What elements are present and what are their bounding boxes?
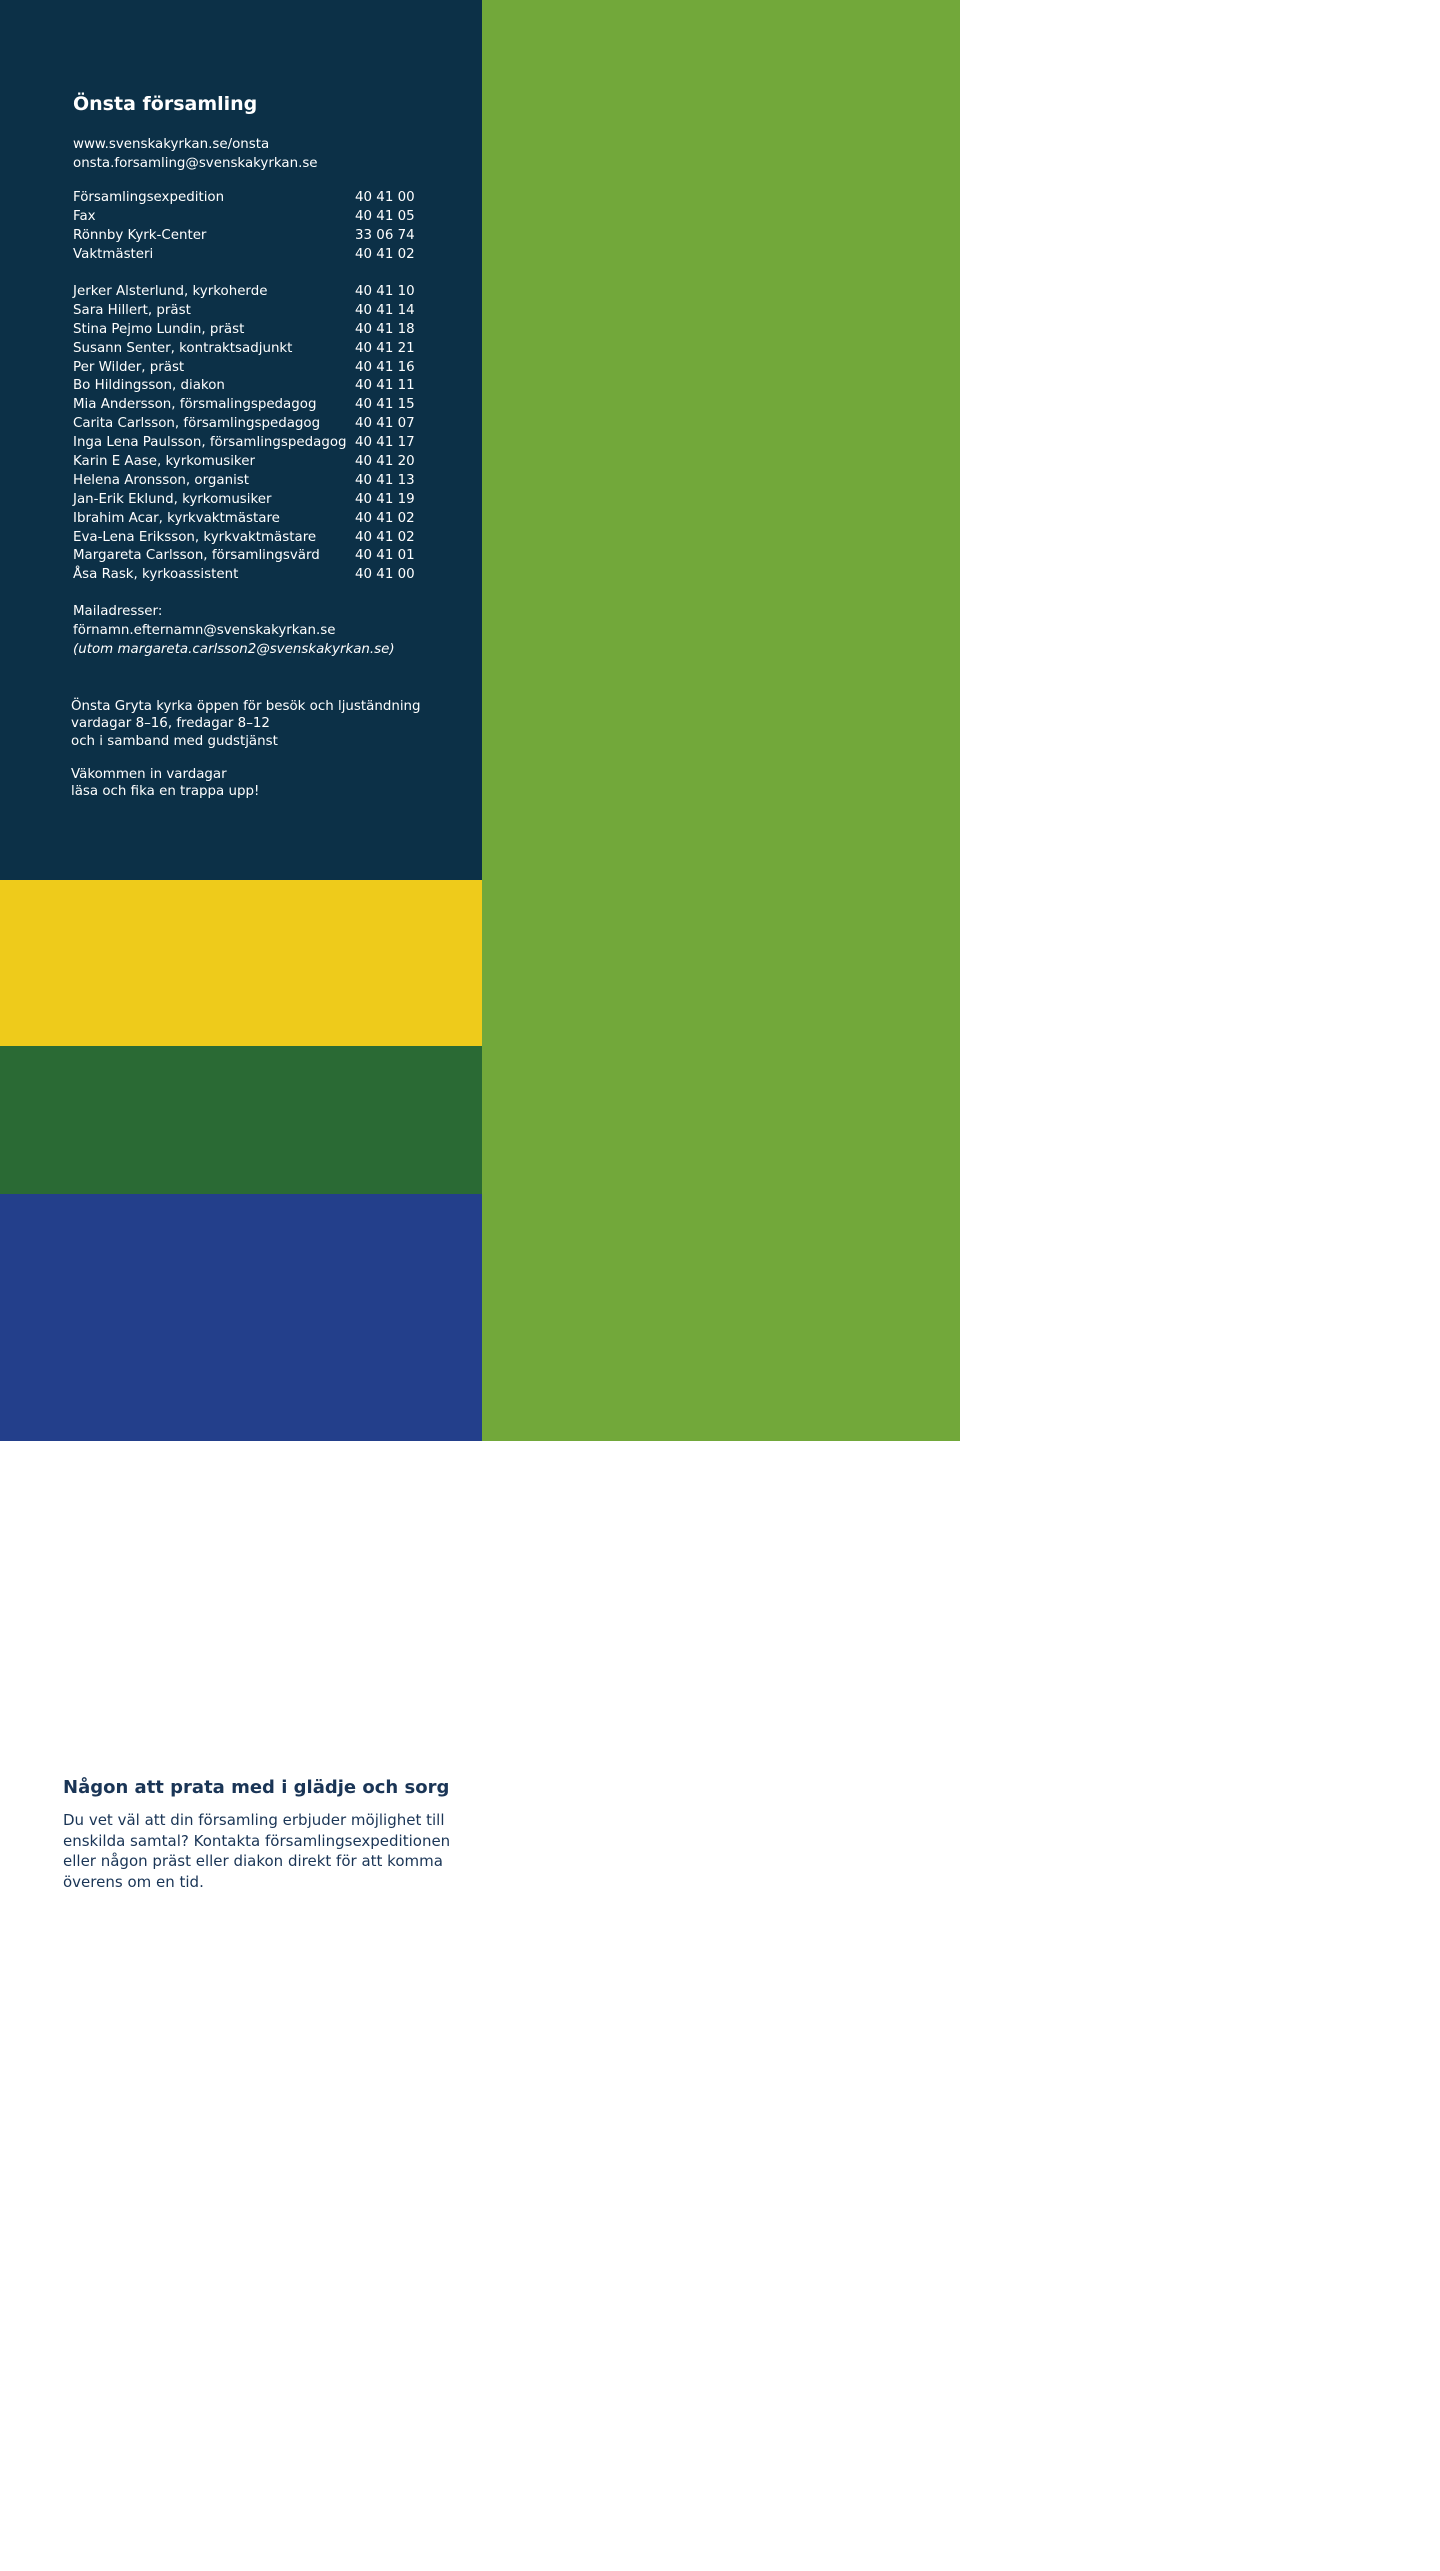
website-link[interactable]: www.svenskakyrkan.se/onsta	[73, 137, 270, 152]
parish-info-panel	[0, 0, 482, 880]
article-body	[996, 148, 1440, 1378]
phone-row	[73, 322, 433, 341]
contact-name: Jan-Erik Eklund, kyrkomusiker	[73, 491, 272, 507]
phone-number[interactable]: 40 41 16	[355, 359, 415, 375]
mail-block	[73, 603, 395, 659]
contact-name: Susann Senter, kontraktsadjunkt	[73, 340, 293, 356]
contact-name: Helena Aronsson, organist	[73, 472, 250, 488]
phone-row	[73, 247, 433, 266]
phone-number[interactable]: 40 41 00	[355, 190, 415, 205]
phone-row	[73, 190, 433, 209]
contact-block	[73, 136, 318, 174]
baptism-body: Önsta församling erbjuder generösa doptider. I hemmet eller i någon av våra kyrkor. På helgerna finns det särskilda doptider. Även under vardagarna finns det möjlighet att döpas. Kontakta församlingsexpeditionen för mer information.	[63, 2469, 453, 2570]
phone-number[interactable]: 40 41 10	[355, 284, 415, 299]
contact-name: Ibrahim Acar, kyrkvaktmästare	[73, 510, 280, 526]
contact-name: Per Wilder, präst	[73, 359, 185, 375]
contact-name: Mia Andersson, försmalingspedagog	[73, 397, 317, 413]
phone-row	[73, 397, 433, 416]
phone-number[interactable]: 40 41 19	[355, 491, 415, 507]
article-paragraph	[996, 148, 1440, 374]
left-column	[0, 0, 482, 2570]
phone-row	[73, 567, 433, 586]
paragraph-spacer	[996, 1071, 1440, 1092]
talk-panel	[0, 880, 482, 1891]
contact-name: Fax	[73, 208, 96, 224]
baptism-title	[63, 2410, 276, 2460]
article-title	[996, 66, 1436, 128]
office-phone-list	[73, 190, 433, 266]
talk-title: Någon att prata med i glädje och sorg	[63, 1777, 450, 1798]
article-text: Jag tycker om utveckling och förändring, men det kan bli för mycket. Man skulle till och med kunna säga att det är mer miljövänligt att sitta i en vilstol med en paraplydrink och vara nöjd, än att ständigt känna bristen som gör att jag vill ändra och förnya allt hela tiden. Jag vill inte förbli sittande i ”nöjdhetens vilstol” men jag vill lyfta ”nöjdheten” som en motkraft till all ”utveckling” som bara leder till rastlöshet.	[996, 1174, 1439, 1356]
mail-label: Mailadresser:	[73, 604, 163, 619]
contact-name: Inga Lena Paulsson, församlingspedagog	[73, 435, 347, 451]
phone-row	[73, 209, 433, 228]
phone-number[interactable]: 40 41 07	[355, 416, 415, 432]
contact-name: Karin E Aase, kyrkomusiker	[73, 454, 255, 470]
article-text: Att vara nöjd, är någonting som vi längtar efter, men som vi ibland förlöjligar också. Man kan vara lite avundsjuk på en människa som är nöjd och tillfreds. Ofta kritiserar man nöjda människor också; att de inte tar vara på sina möjligheter, att de förtvinar i sin liknöjdhet. Vi längtar efter att bli nöjda, men vi uppfattar också liknöjdhet som ett lite torftigt liv.	[996, 231, 1437, 372]
phone-number[interactable]: 40 41 13	[355, 472, 415, 488]
baptism-title-line: Vill ni döpa ert barn?	[63, 2412, 277, 2433]
phone-number[interactable]: 40 41 01	[355, 548, 415, 564]
phone-number[interactable]: 40 41 02	[355, 510, 415, 526]
article-title-line: Nåd att vara nöjd,	[996, 66, 1263, 96]
staff-phone-list	[73, 284, 433, 586]
contact-name: Församlingsexpedition	[73, 190, 225, 205]
contact-name: Jerker Alsterlund, kyrkoherde	[73, 284, 268, 299]
opening-line: och i samband med gudstjänst	[71, 733, 278, 749]
paragraph-spacer	[996, 907, 1440, 928]
contact-name: Margareta Carlsson, församlingsvärd	[73, 548, 320, 564]
article-paragraph: Så finns det den andra ytterligheten, viljan att alltid förändra och utvecklas, möta nya utmaningar. Den här livsstilen uppmuntras mycket i vår tid. Det är ”fint” att alltid sträva vidare mot nya mål, både i yrkeslivet och hemma. I huset eller lägenheten måste vi alltid styla, förbättra, göra om, annars upplever vi tristess. Det finns knappast någon som köper ett matsalsbord med tanken på att man ska ha det resten av livet. Hänger man inte med i trenderna så blir snabbt hem och kläder ålderdomliga och ”fel”. Eftersom denna livsstil ligger i tiden och inte ifrågasätts kanske man skulle fråga om utveckling och förändring verkligen alltid ska vara ett egenvärde?	[996, 374, 1436, 639]
phone-row	[73, 492, 433, 511]
phone-number[interactable]: 33 06 74	[355, 227, 415, 243]
mail-exception: (utom margareta.carlsson2@svenskakyrkan.se)	[73, 641, 395, 657]
contact-name: Bo Hildingsson, diakon	[73, 378, 225, 394]
phone-number[interactable]: 40 41 02	[355, 529, 415, 545]
phone-number[interactable]: 40 41 21	[355, 340, 415, 356]
baptism-title-line: Vill du själv bli döpt?	[63, 2437, 276, 2458]
phone-row	[73, 435, 433, 454]
phone-row	[73, 360, 433, 379]
welcome-note	[71, 766, 259, 801]
article-title-line: eller att alltid vilja förändra?	[996, 97, 1420, 127]
phone-number[interactable]: 40 41 15	[355, 397, 415, 413]
welcome-line: läsa och fika en trappa upp!	[71, 784, 260, 800]
article-signature: Jerker Alsterlund	[1311, 1358, 1440, 1377]
contact-name: Eva-Lena Eriksson, kyrkvaktmästare	[73, 529, 317, 545]
contact-name: Vaktmästeri	[73, 246, 154, 262]
parish-title: Önsta församling	[73, 93, 258, 115]
phone-number[interactable]: 40 41 00	[355, 567, 415, 583]
article-bold-text: Vi är utsatta för krafter som vill få oss att känna att det alltid fattas någonting i vårt liv. Men ärligt talat, TV-programmen blir inte bättre för att skärmen blir större, samtalen blir inte bättre för att vi talar i en nyare mobil.	[996, 1092, 1436, 1192]
phone-number[interactable]: 40 41 18	[355, 321, 415, 337]
phone-number[interactable]: 40 41 05	[355, 208, 415, 224]
article-paragraph: Skulle man kunna säga att för mycket växt och förändring blir lika tomt som att vara liknöjd och inte vilja någonting? Vill vi inte ha lite av ”både och…?” Vi vill verkligen hitta platser och stunder i livet som vi är fullkomligt nöjda med, och dit vill vi återvända många gånger. Men vi vill också följa vår nyfikenhet och göra nya saker som vi aldrig gjort förut.	[996, 928, 1416, 1069]
phone-number[interactable]: 40 41 20	[355, 454, 415, 470]
opening-line: Önsta Gryta kyrka öppen för besök och ljuständning	[71, 699, 421, 714]
contact-name: Sara Hillert, präst	[73, 302, 191, 318]
phone-row	[73, 303, 433, 322]
paragraph-spacer	[996, 640, 1440, 661]
coffee-title: Dopkaffe eller Minnesstund?	[62, 2119, 353, 2140]
email-link[interactable]: onsta.forsamling@svenskakyrkan.se	[73, 155, 318, 171]
phone-row	[73, 284, 433, 303]
contact-name: Stina Pejmo Lundin, präst	[73, 321, 245, 337]
phone-number[interactable]: 40 41 02	[355, 246, 415, 262]
phone-row	[73, 341, 433, 360]
phone-number[interactable]: 40 41 11	[355, 378, 415, 394]
phone-row	[73, 378, 433, 397]
phone-row	[73, 416, 433, 435]
mail-pattern: förnamn.efternamn@svenskakyrkan.se	[73, 622, 336, 638]
phone-row	[73, 473, 433, 492]
contact-name: Åsa Rask, kyrkoassistent	[73, 567, 239, 583]
phone-row	[73, 228, 433, 247]
talk-body: Du vet väl att din församling erbjuder möjlighet till enskilda samtal? Kontakta församlingsexpeditionen eller någon präst eller diakon direkt för att komma överens om en tid.	[63, 1811, 451, 1891]
coffee-body: Du känner väl till att församlingen gärna hyr ut Mariasalen i Önsta Gryta kyrka och samlingssalen på Rönnby-Kyrk Center.	[62, 2150, 457, 2214]
welcome-line: Väkommen in vardagar	[71, 767, 227, 782]
contact-name: Carita Carlsson, församlingspedagog	[73, 416, 321, 432]
opening-hours	[71, 698, 421, 750]
phone-number[interactable]: 40 41 17	[355, 435, 415, 451]
article-paragraph	[996, 1091, 1440, 1358]
article-column	[482, 0, 1440, 1441]
contact-name: Rönnby Kyrk-Center	[73, 227, 207, 243]
article-lead-caps: ÄR DET NÅGON SOM SKULLE VILJA KÄNNA SIG RIKTIGT NÖJD? KÄNNA ATT MAN HAR UPPNÅTT NÅGONTING I LIVET SOM GÖR ATT MAN BARA VILL FORTSÄTTA OCH MÅ SÅ DÄR BRA HELA TIDEN, OCH INTE VILJA FÖRÄNDRA NÅGONTING.	[996, 149, 1440, 249]
phone-number[interactable]: 40 41 14	[355, 302, 415, 318]
phone-row	[73, 454, 433, 473]
phone-row	[73, 548, 433, 567]
opening-line: vardagar 8–16, fredagar 8–12	[71, 716, 270, 732]
phone-row	[73, 530, 433, 549]
article-paragraph: Jag fick höra av en insatt person att människor som verkligen lyckats här i livet och har båt, sommar- och vinterstuga, och härliga uteplatser och pool, aldrig hinner använda, njuta av det man har. Har man lyckats med livsstilen att förändra och ständigt få det bättre, har man helt enkelt ingen ro kvar i kroppen att sitta i vilstolen och njuta av den exklusiva utsikten man har erövrat. Inte heller hinner man njuta av båtlivet eller leva det enkla livet i sommarstugan. Det enda man vet är att man har alla dessa möjligheter i sitt liv. Och möjligheten att ”kunna” göra det man vill är viktigare än att faktiskt kunna njuta av framgångarna.	[996, 661, 1438, 905]
phone-row	[73, 511, 433, 530]
